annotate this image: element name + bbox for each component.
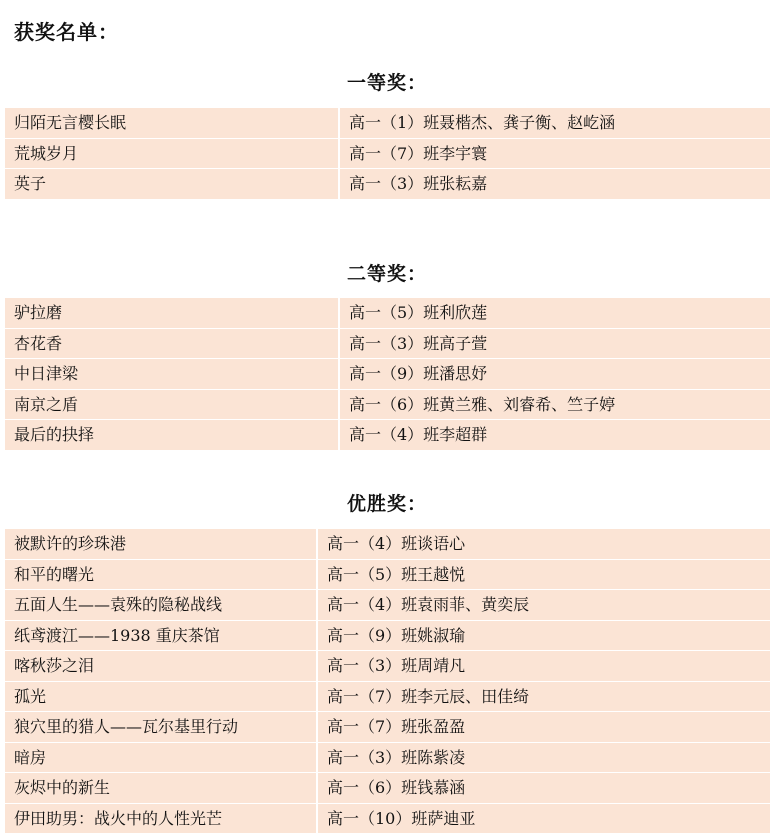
- second-prize-heading: 二等奖：: [346, 263, 427, 285]
- work-title-cell: 杏花香: [5, 328, 339, 359]
- work-title-cell: 喀秋莎之泪: [5, 651, 317, 682]
- second-prize-table: [5, 298, 770, 451]
- work-title-cell: 灰烬中的新生: [5, 773, 317, 804]
- table-row: [5, 359, 770, 390]
- table-row: [5, 529, 770, 559]
- table-row: [5, 389, 770, 420]
- work-title-cell: 荒城岁月: [5, 138, 339, 169]
- table-row: [5, 138, 770, 169]
- winners-cell: 高一（5）班王越悦: [317, 559, 770, 590]
- table-row: [5, 742, 770, 773]
- work-title-cell: 五面人生——袁殊的隐秘战线: [5, 590, 317, 621]
- table-row: [5, 108, 770, 138]
- work-title-cell: 驴拉磨: [5, 298, 339, 328]
- winners-cell: 高一（5）班利欣莲: [339, 298, 770, 328]
- table-row: [5, 328, 770, 359]
- table-row: [5, 651, 770, 682]
- winners-cell: 高一（4）班袁雨菲、黄奕辰: [317, 590, 770, 621]
- first-prize-table: [5, 108, 770, 200]
- excellence-award-heading: 优胜奖：: [346, 493, 427, 515]
- winners-cell: 高一（3）班高子萱: [339, 328, 770, 359]
- work-title-cell: 归陌无言樱长眠: [5, 108, 339, 138]
- table-row: [5, 620, 770, 651]
- table-row: [5, 298, 770, 328]
- work-title-cell: 暗房: [5, 742, 317, 773]
- table-row: [5, 681, 770, 712]
- work-title-cell: 伊田助男：战火中的人性光芒: [5, 803, 317, 834]
- winners-cell: 高一（4）班谈语心: [317, 529, 770, 559]
- work-title-cell: 南京之盾: [5, 389, 339, 420]
- winners-cell: 高一（9）班潘思妤: [339, 359, 770, 390]
- table-row: [5, 420, 770, 451]
- winners-cell: 高一（6）班黄兰雅、刘睿希、竺子婷: [339, 389, 770, 420]
- winners-cell: 高一（3）班张耘嘉: [339, 169, 770, 200]
- work-title-cell: 和平的曙光: [5, 559, 317, 590]
- winners-cell: 高一（3）班周靖凡: [317, 651, 770, 682]
- winners-cell: 高一（6）班钱慕涵: [317, 773, 770, 804]
- work-title-cell: 最后的抉择: [5, 420, 339, 451]
- winners-cell: 高一（7）班张盈盈: [317, 712, 770, 743]
- table-row: [5, 712, 770, 743]
- winners-cell: 高一（10）班萨迪亚: [317, 803, 770, 834]
- winners-cell: 高一（1）班聂楷杰、龚子衡、赵屹涵: [339, 108, 770, 138]
- winners-cell: 高一（4）班李超群: [339, 420, 770, 451]
- work-title-cell: 狼穴里的猎人——瓦尔基里行动: [5, 712, 317, 743]
- table-row: [5, 773, 770, 804]
- excellence-award-table: [5, 529, 770, 834]
- first-prize-heading: 一等奖：: [346, 72, 427, 94]
- table-row: [5, 590, 770, 621]
- work-title-cell: 孤光: [5, 681, 317, 712]
- work-title-cell: 纸鸢渡江——1938 重庆茶馆: [5, 620, 317, 651]
- winners-cell: 高一（7）班李元辰、田佳绮: [317, 681, 770, 712]
- work-title-cell: 英子: [5, 169, 339, 200]
- winners-cell: 高一（7）班李宇寰: [339, 138, 770, 169]
- work-title-cell: 被默许的珍珠港: [5, 529, 317, 559]
- document-title: 获奖名单：: [14, 20, 119, 44]
- winners-cell: 高一（3）班陈紫凌: [317, 742, 770, 773]
- winners-cell: 高一（9）班姚淑瑜: [317, 620, 770, 651]
- work-title-cell: 中日津梁: [5, 359, 339, 390]
- table-row: [5, 559, 770, 590]
- table-row: [5, 169, 770, 200]
